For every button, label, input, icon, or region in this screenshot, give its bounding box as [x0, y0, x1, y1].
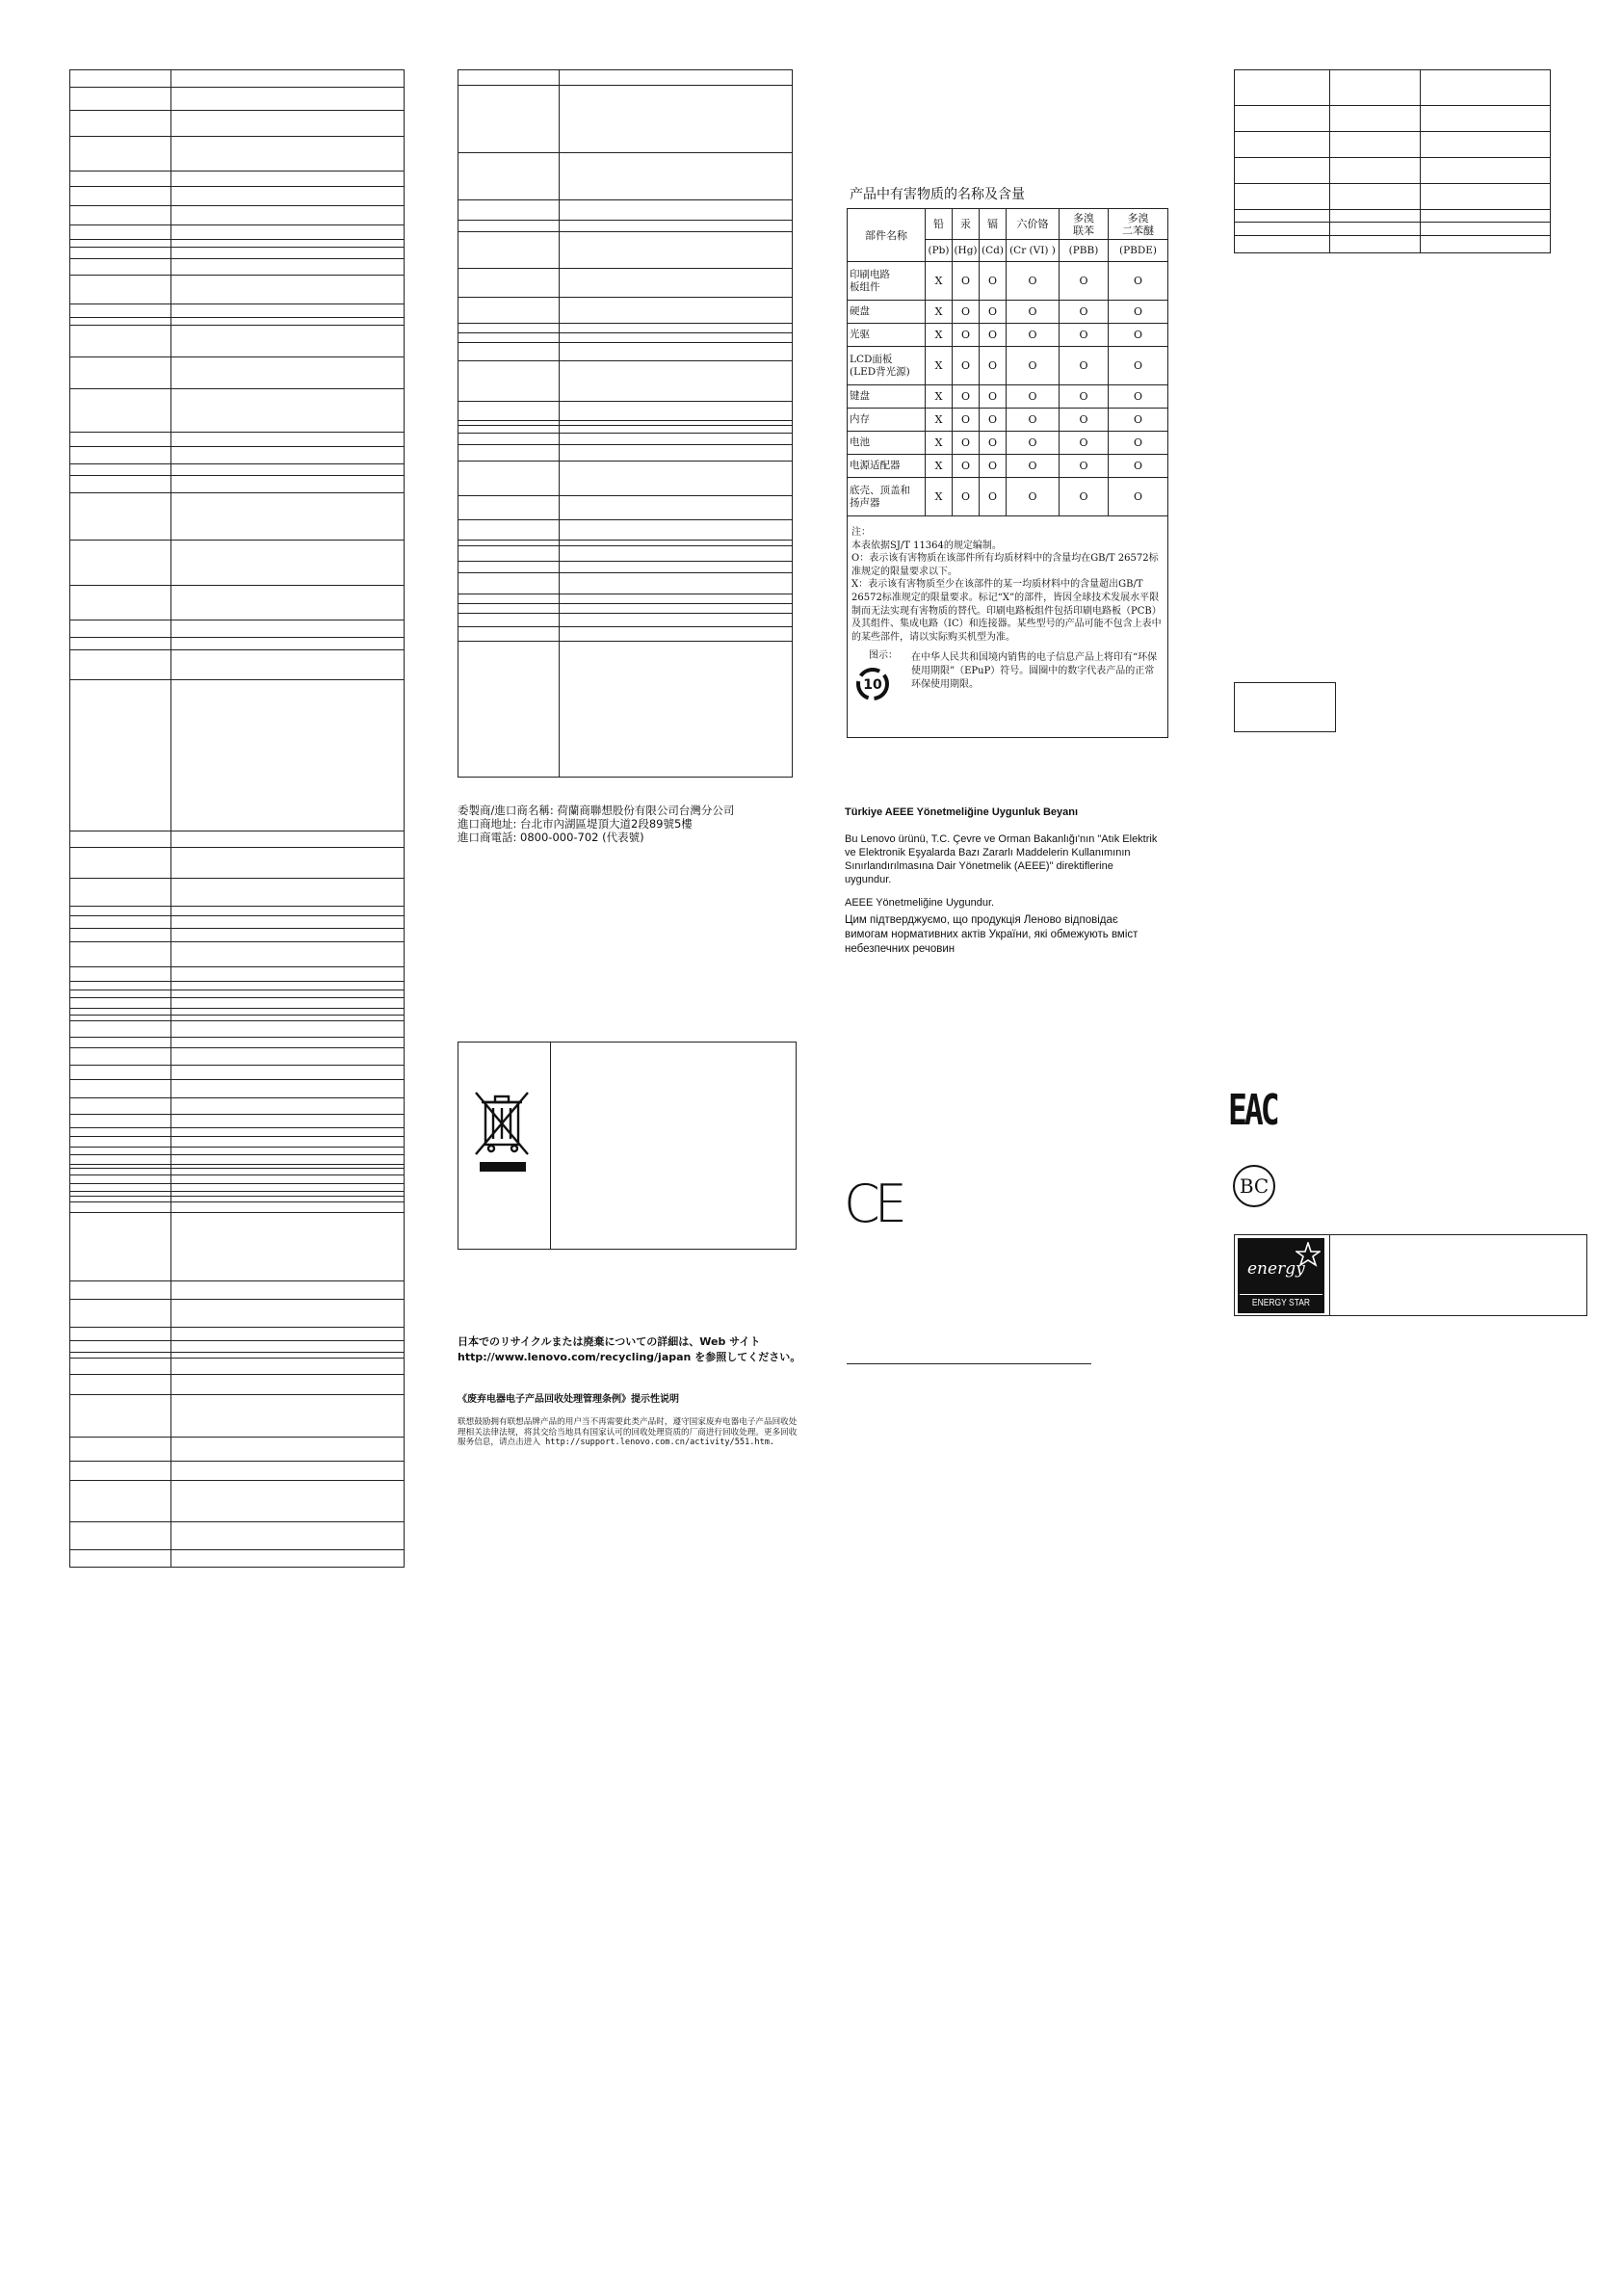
empty-label-box — [1234, 682, 1336, 732]
hazard-value: X — [926, 262, 953, 301]
hazard-value: O — [1060, 347, 1109, 385]
eac-mark-icon: EAC — [1228, 1086, 1277, 1135]
hazard-row — [848, 478, 1168, 516]
hazard-notes-label: 注： — [851, 527, 871, 538]
hazard-value: O — [1109, 385, 1168, 409]
crossed-bin-icon — [468, 1089, 537, 1177]
hazard-value: O — [1060, 324, 1109, 347]
hazard-value: O — [1109, 455, 1168, 478]
hazard-col-name: 多溴 二苯醚 — [1109, 210, 1167, 240]
hazard-value: O — [1007, 347, 1060, 385]
china-weee-body: 联想鼓励拥有联想品牌产品的用户当不再需要此类产品时，遵守国家废弃电器电子产品回收处理相关法律法规，将其交给当地具有国家认可的回收处理资质的厂商进行回收处理。更多回收服务信息，请点击进入 http://support.lenovo.com.cn/activity/551.htm. — [458, 1417, 798, 1447]
hazard-col-hg — [953, 209, 980, 262]
taiwan-importer-name: 委製商/進口商名稱: 荷蘭商聯想股份有限公司台灣分公司 — [458, 804, 735, 817]
china-weee-title: 《废弃电器电子产品回收处理管理条例》提示性说明 — [458, 1394, 679, 1405]
hazard-part-name: 内存 — [848, 409, 926, 432]
hazard-value: O — [1109, 432, 1168, 455]
hazard-value: O — [980, 455, 1007, 478]
ukraine-rohs-statement — [845, 913, 1163, 957]
hazard-value: O — [953, 301, 980, 324]
hazard-value: O — [1109, 262, 1168, 301]
hazard-row — [848, 385, 1168, 409]
hazard-value: X — [926, 478, 953, 516]
star-icon — [1296, 1242, 1321, 1267]
hazard-part-name: LCD面板 (LED背光源) — [848, 347, 926, 385]
taiwan-importer-info — [458, 804, 804, 844]
hazard-value: X — [926, 301, 953, 324]
hazard-value: O — [980, 324, 1007, 347]
energy-star-script: energy — [1247, 1259, 1305, 1279]
hazard-value: O — [1109, 409, 1168, 432]
hazard-part-name: 硬盘 — [848, 301, 926, 324]
hazard-value: O — [1060, 432, 1109, 455]
hazard-col-pbb — [1060, 209, 1109, 262]
hazard-col-symbol: (Hg) — [954, 244, 978, 256]
ukraine-body: Цим підтверджуємо, що продукція Леново відповідає вимогам нормативних актів України, які обмежують вміст небезпечних речовин — [845, 914, 1139, 955]
hazard-row — [848, 324, 1168, 347]
hazard-col-symbol: (PBDE) — [1118, 244, 1158, 256]
hazard-col-name: 多溴 联苯 — [1060, 210, 1108, 240]
spec-table-left — [69, 69, 405, 1568]
hazard-value: O — [980, 347, 1007, 385]
epup-recycle-icon — [855, 667, 890, 701]
hazard-value: X — [926, 455, 953, 478]
hazard-icon-label: 图示： — [869, 650, 898, 662]
epup-number: 10 — [863, 677, 882, 694]
hazard-value: O — [1060, 301, 1109, 324]
hazard-header-part: 部件名称 — [848, 209, 926, 262]
hazard-part-name: 键盘 — [848, 385, 926, 409]
hazard-value: O — [953, 478, 980, 516]
weee-box — [458, 1042, 797, 1250]
hazard-col-symbol: (PBB) — [1068, 244, 1099, 256]
epup-description: 在中华人民共和国境内销售的电子信息产品上将印有“环保使用期限”（EPuP）符号。圆圈中的数字代表产品的正常环保使用期限。 — [911, 652, 1158, 690]
ce-mark-icon: CE — [844, 1174, 902, 1234]
hazard-value: O — [980, 385, 1007, 409]
hazard-value: X — [926, 324, 953, 347]
hazard-row — [848, 455, 1168, 478]
hazard-col-name: 镉 — [980, 210, 1006, 240]
hazard-note-x: X：表示该有害物质至少在该部件的某一均质材料中的含量超出GB/T 26572标准规定的限量要求。标记“X”的部件，皆因全球技术发展水平限制而无法实现有害物质的替代。印刷电路板组件包括印刷电路板（PCB）及其组件、集成电路（IC）和连接器。某些型号的产品可能不包含上表中的某些部件，请以实际购买机型为准。 — [851, 579, 1162, 643]
hazard-value: X — [926, 347, 953, 385]
bc-mark-text: BC — [1239, 1174, 1270, 1198]
hazard-value: O — [953, 262, 980, 301]
hazard-value: O — [1060, 262, 1109, 301]
hazard-col-cr — [1007, 209, 1060, 262]
hazard-part-name: 光驱 — [848, 324, 926, 347]
hazard-value: O — [1060, 478, 1109, 516]
hazard-col-pbde — [1109, 209, 1168, 262]
hazard-col-name: 六价铬 — [1007, 210, 1059, 240]
hazard-row — [848, 409, 1168, 432]
hazard-part-name: 电池 — [848, 432, 926, 455]
hazard-col-symbol: (Cd) — [982, 244, 1004, 256]
hazard-value: O — [1007, 409, 1060, 432]
hazard-value: O — [953, 385, 980, 409]
hazard-col-name: 汞 — [953, 210, 979, 240]
hazard-value: X — [926, 385, 953, 409]
hazard-value: O — [1007, 478, 1060, 516]
hazard-row — [848, 347, 1168, 385]
hazard-substance-table — [847, 208, 1168, 738]
hazard-note-standard: 本表依据SJ/T 11364的规定编制。 — [851, 540, 1002, 551]
hazard-col-symbol: (Pb) — [928, 244, 950, 256]
hazard-value: O — [1060, 455, 1109, 478]
taiwan-importer-phone: 進口商電話: 0800-000-702 (代表號) — [458, 831, 644, 844]
japan-recycling-note — [458, 1334, 804, 1365]
hazard-row — [848, 301, 1168, 324]
hazard-value: X — [926, 409, 953, 432]
hazard-value: O — [1060, 409, 1109, 432]
hazard-value: O — [980, 409, 1007, 432]
hazard-table-title: 产品中有害物质的名称及含量 — [850, 187, 1025, 202]
turkey-title: Türkiye AEEE Yönetmeliğine Uygunluk Beyanı — [845, 806, 1079, 818]
hazard-value: O — [1007, 324, 1060, 347]
hazard-col-pb — [926, 209, 953, 262]
spec-table-right — [1234, 69, 1551, 253]
hazard-value: O — [953, 324, 980, 347]
turkey-body: Bu Lenovo ürünü, T.C. Çevre ve Orman Bakanlığı'nın "Atık Elektrik ve Elektronik Eşyalarda Bazı Zararlı Maddelerin Kullanımının Sınırlandırılmasına Dair Yönetmelik (AEEE)" direktiflerine uygundur. — [845, 833, 1158, 885]
spec-table-middle — [458, 69, 793, 778]
turkey-rohs-statement — [845, 805, 1163, 910]
hazard-part-name: 电源适配器 — [848, 455, 926, 478]
turkey-conformity: AEEE Yönetmeliğine Uygundur. — [845, 897, 995, 909]
hazard-col-symbol: (Cr (VI) ) — [1009, 244, 1056, 256]
hazard-value: O — [953, 409, 980, 432]
hazard-value: O — [1007, 432, 1060, 455]
hazard-part-name: 底壳、顶盖和 扬声器 — [848, 478, 926, 516]
hazard-row — [848, 262, 1168, 301]
energy-star-box — [1234, 1234, 1587, 1316]
energy-star-label: ENERGY STAR — [1251, 1298, 1311, 1308]
divider-line — [847, 1363, 1091, 1364]
hazard-value: O — [1007, 385, 1060, 409]
hazard-value: O — [953, 455, 980, 478]
hazard-value: O — [1007, 301, 1060, 324]
hazard-value: X — [926, 432, 953, 455]
hazard-value: O — [953, 347, 980, 385]
hazard-row — [848, 432, 1168, 455]
hazard-note-o: O：表示该有害物质在该部件所有均质材料中的含量均在GB/T 26572标准规定的限量要求以下。 — [851, 553, 1159, 577]
china-weee-note — [458, 1392, 804, 1448]
energy-star-logo — [1238, 1238, 1324, 1313]
hazard-col-cd — [980, 209, 1007, 262]
hazard-value: O — [980, 432, 1007, 455]
hazard-value: O — [1060, 385, 1109, 409]
hazard-value: O — [1109, 347, 1168, 385]
bc-mark-icon — [1233, 1165, 1275, 1207]
hazard-value: O — [1109, 324, 1168, 347]
hazard-value: O — [1109, 301, 1168, 324]
hazard-value: O — [1007, 455, 1060, 478]
hazard-part-name: 印刷电路 板组件 — [848, 262, 926, 301]
hazard-col-name: 铅 — [926, 210, 952, 240]
hazard-value: O — [980, 478, 1007, 516]
hazard-value: O — [1109, 478, 1168, 516]
japan-recycling-line1: 日本でのリサイクルまたは廃棄についての詳細は、Web サイト — [458, 1335, 761, 1348]
japan-recycling-url: http://www.lenovo.com/recycling/japan を参照してください。 — [458, 1351, 801, 1363]
hazard-value: O — [980, 301, 1007, 324]
hazard-value: O — [980, 262, 1007, 301]
hazard-value: O — [953, 432, 980, 455]
hazard-value: O — [1007, 262, 1060, 301]
taiwan-importer-address: 進口商地址: 台北市內湖區堤頂大道2段89號5樓 — [458, 817, 693, 831]
